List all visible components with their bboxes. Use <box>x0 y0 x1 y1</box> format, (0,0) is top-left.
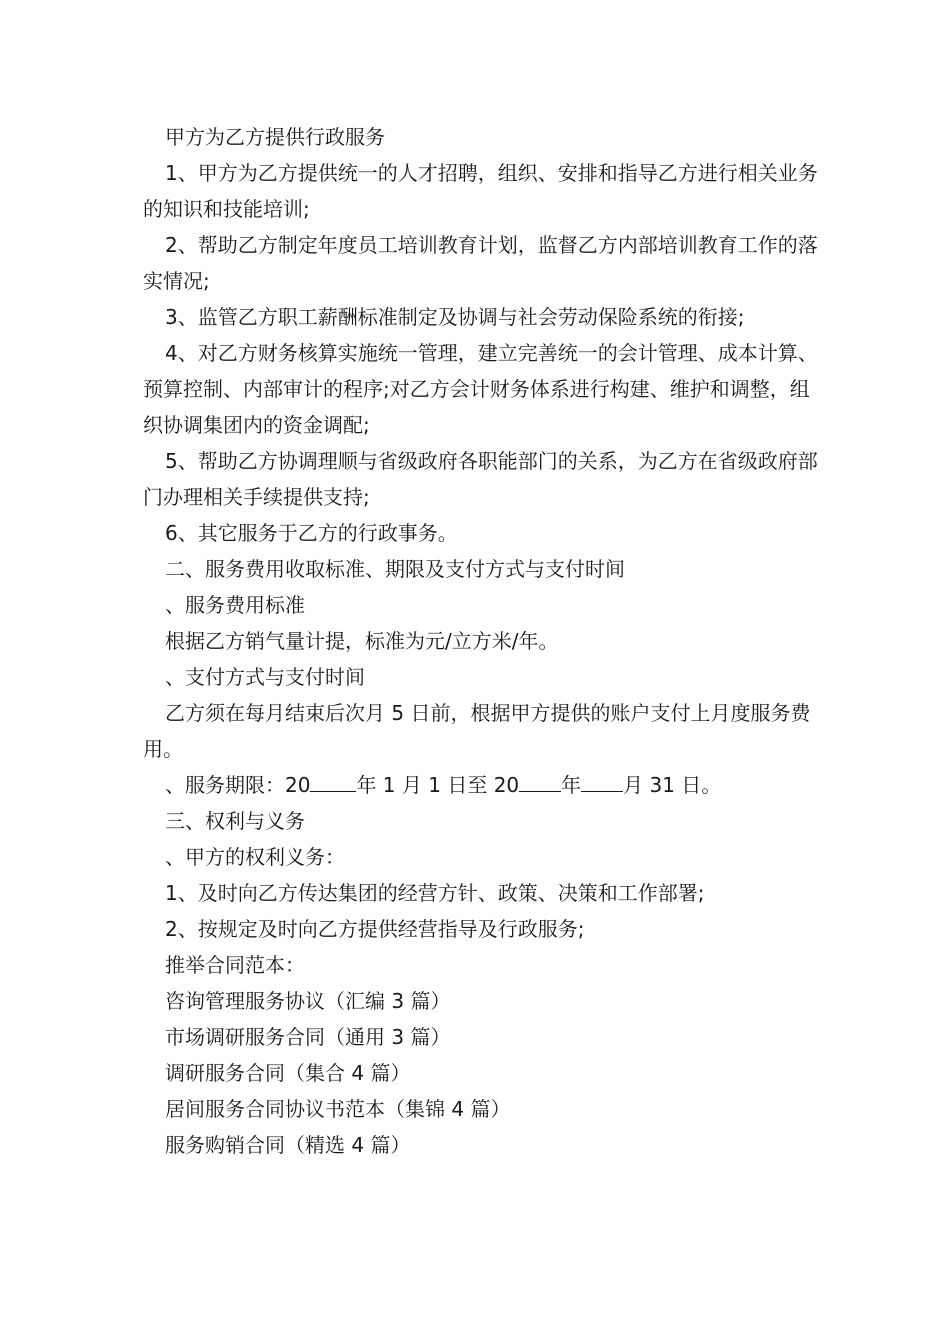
term-part3: 年 <box>561 773 582 797</box>
recommend-link[interactable]: 调研服务合同（集合 4 篇） <box>165 1061 411 1085</box>
term-part2: 年 1 月 1 日至 20 <box>356 773 520 797</box>
term-suffix: 月 31 日。 <box>623 773 722 797</box>
recommend-link[interactable]: 服务购销合同（精选 4 篇） <box>165 1133 411 1157</box>
paragraph: 5、帮助乙方协调理顺与省级政府各职能部门的关系，为乙方在省级政府部门办理相关手续提供支持; <box>143 449 818 509</box>
subsection-heading: 、服务费用标准 <box>165 593 305 617</box>
term-prefix: 、服务期限：20 <box>165 773 311 797</box>
document-body <box>143 119 823 1163</box>
fill-blank[interactable] <box>519 773 561 792</box>
subsection-heading: 、支付方式与支付时间 <box>165 665 365 689</box>
section-heading: 甲方为乙方提供行政服务 <box>165 125 385 149</box>
paragraph: 3、监管乙方职工薪酬标准制定及协调与社会劳动保险系统的衔接; <box>165 305 745 329</box>
recommend-heading: 推举合同范本： <box>165 953 305 977</box>
recommend-link[interactable]: 居间服务合同协议书范本（集锦 4 篇） <box>165 1097 511 1121</box>
paragraph: 2、帮助乙方制定年度员工培训教育计划，监督乙方内部培训教育工作的落实情况; <box>143 233 818 293</box>
subsection-heading: 、甲方的权利义务： <box>165 845 345 869</box>
recommend-link[interactable]: 市场调研服务合同（通用 3 篇） <box>165 1025 451 1049</box>
paragraph: 4、对乙方财务核算实施统一管理，建立完善统一的会计管理、成本计算、预算控制、内部审计的程序;对乙方会计财务体系进行构建、维护和调整，组织协调集团内的资金调配; <box>143 341 818 437</box>
section-heading: 三、权利与义务 <box>165 809 305 833</box>
paragraph: 6、其它服务于乙方的行政事务。 <box>165 521 458 545</box>
term-line <box>143 767 823 803</box>
paragraph: 1、甲方为乙方提供统一的人才招聘，组织、安排和指导乙方进行相关业务的知识和技能培训; <box>143 161 818 221</box>
paragraph: 乙方须在每月结束后次月 5 日前，根据甲方提供的账户支付上月度服务费用。 <box>143 701 811 761</box>
paragraph: 2、按规定及时向乙方提供经营指导及行政服务; <box>165 917 585 941</box>
fill-blank[interactable] <box>310 773 356 792</box>
recommend-link[interactable]: 咨询管理服务协议（汇编 3 篇） <box>165 989 451 1013</box>
fill-blank[interactable] <box>581 773 623 792</box>
section-heading: 二、服务费用收取标准、期限及支付方式与支付时间 <box>165 557 625 581</box>
paragraph: 1、及时向乙方传达集团的经营方针、政策、决策和工作部署; <box>165 881 705 905</box>
paragraph: 根据乙方销气量计提，标准为元/立方米/年。 <box>165 629 559 653</box>
